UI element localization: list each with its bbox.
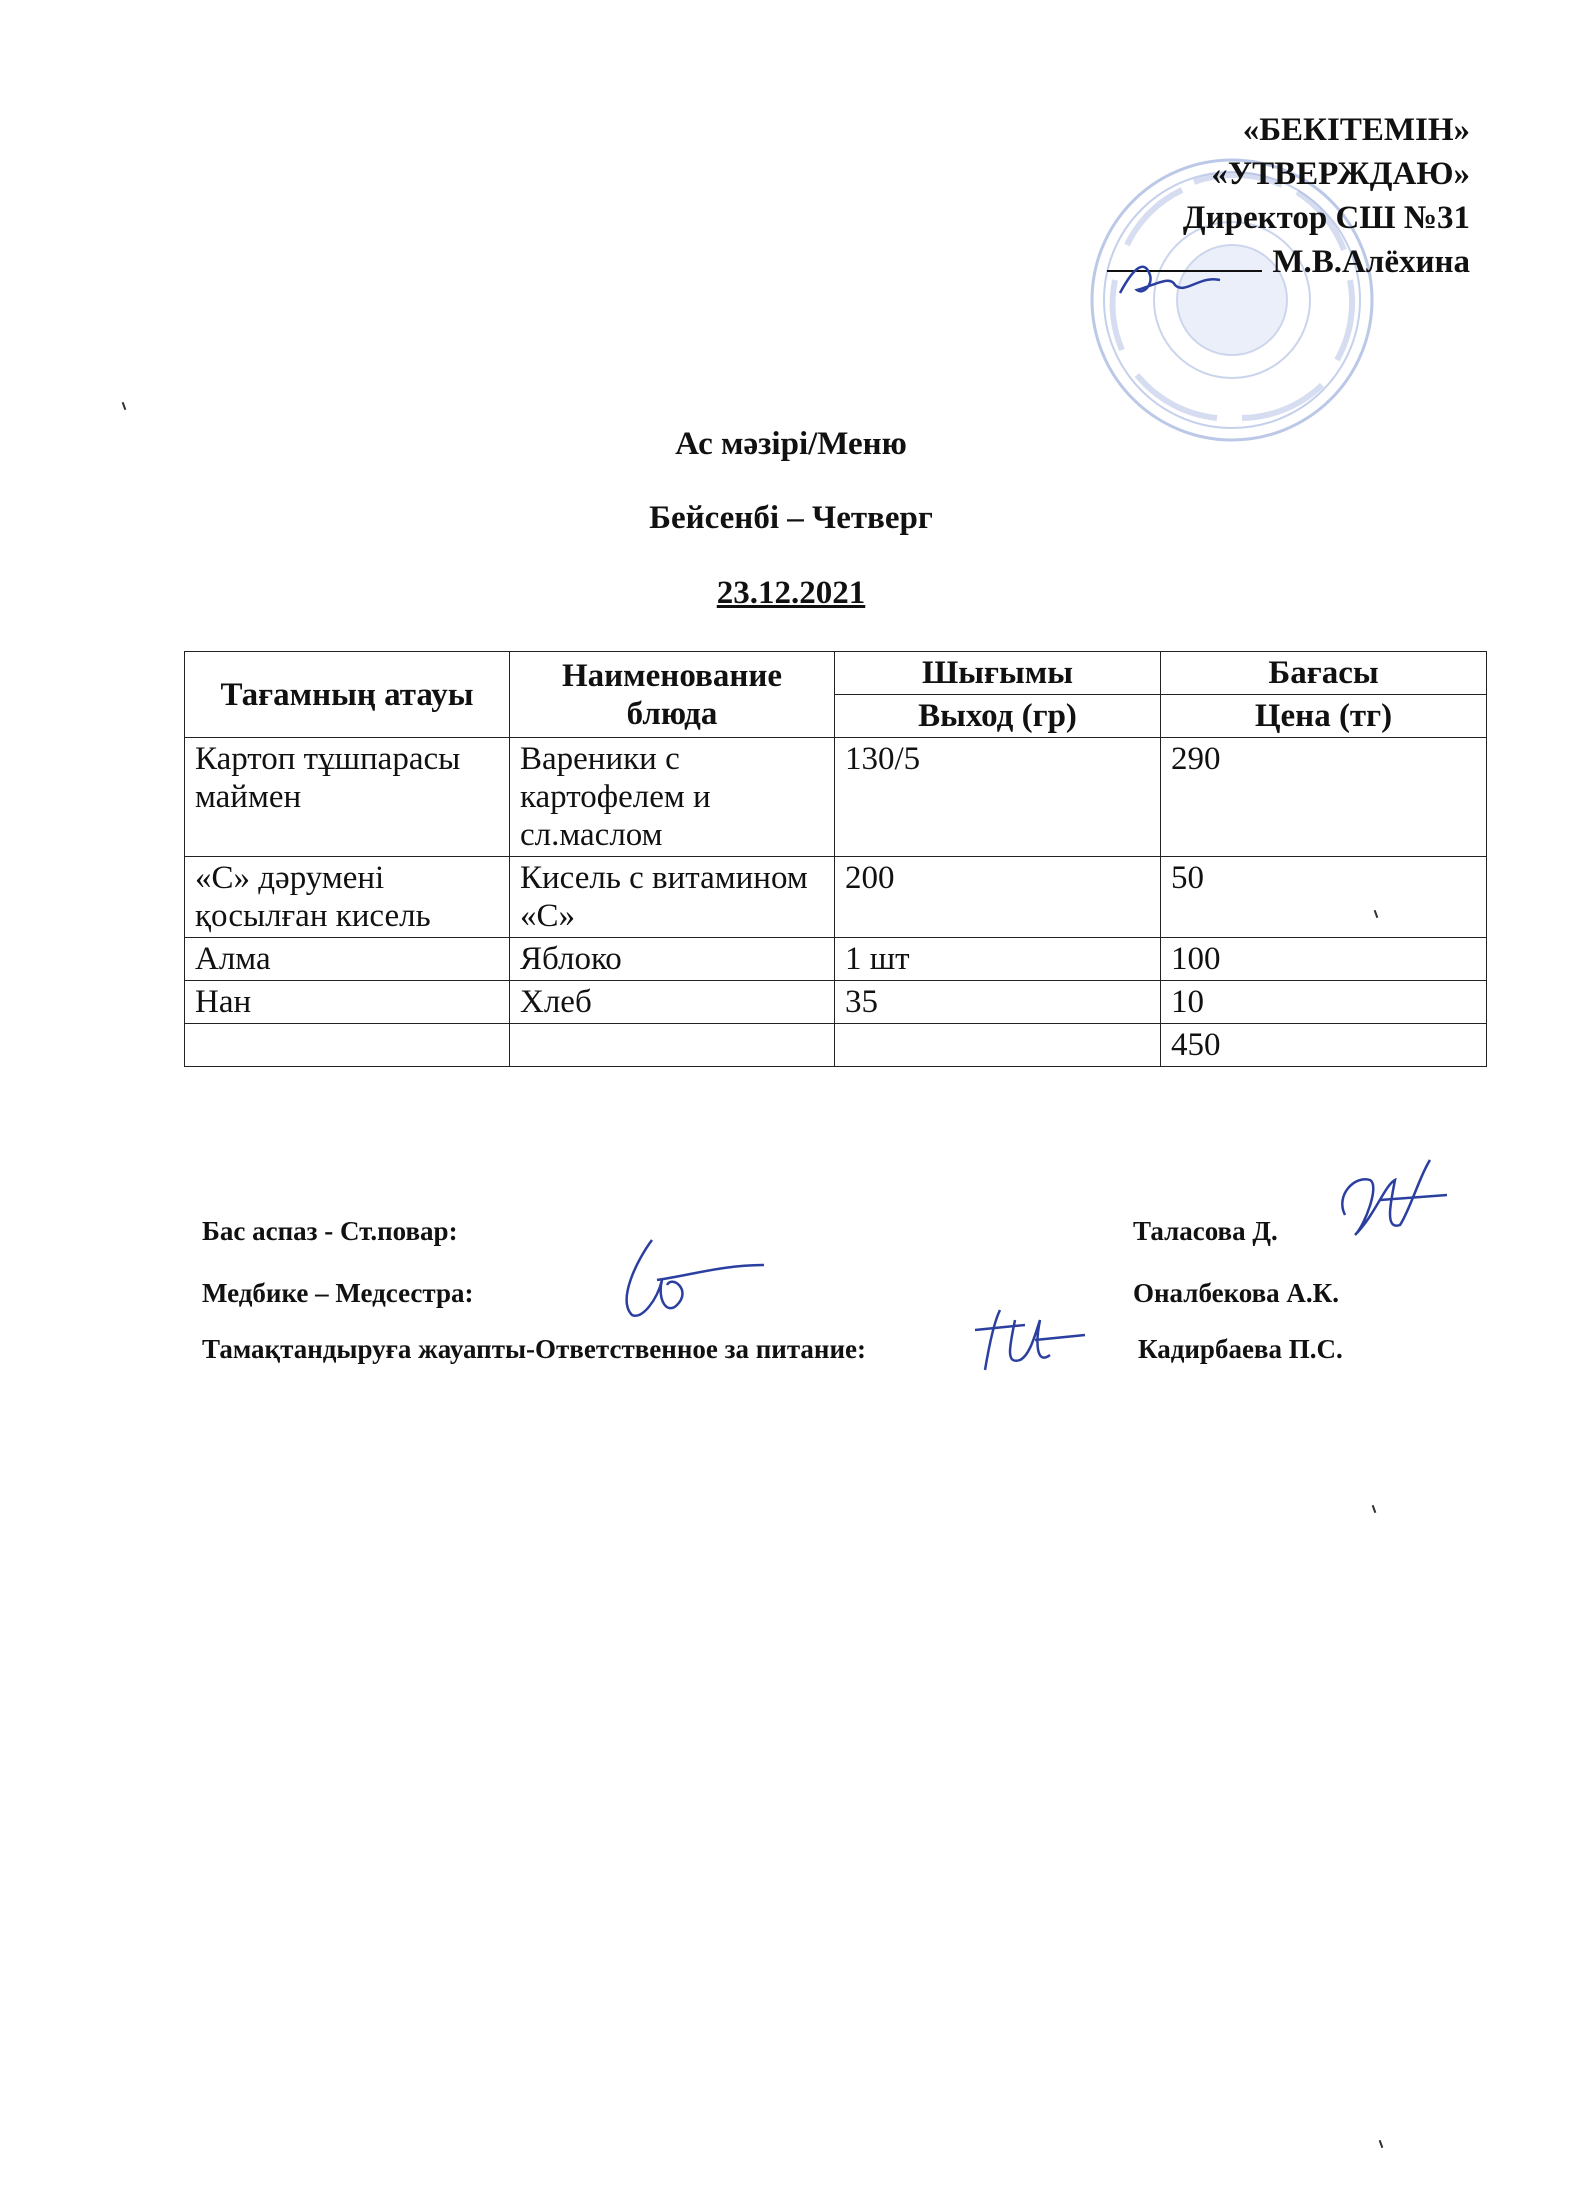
dish-price: 10: [1161, 981, 1487, 1024]
table-row: [185, 857, 1487, 938]
dish-price: 50: [1161, 857, 1487, 938]
header-ru-name: Наименование блюда: [510, 652, 835, 738]
menu-date: 23.12.2021: [716, 575, 866, 611]
dish-yield: 130/5: [835, 738, 1161, 857]
scan-speck: [122, 402, 127, 410]
total-price: 450: [1161, 1024, 1487, 1067]
responsible-signature-icon: [965, 1300, 1090, 1380]
director-name: М.В.Алёхина: [1272, 244, 1470, 280]
director-title: Директор СШ №31: [1182, 200, 1470, 236]
table-row: [185, 938, 1487, 981]
director-signature-line: [990, 240, 1470, 284]
dish-kz: Картоп тұшпарасы маймен: [185, 738, 510, 857]
nurse-name: Оналбекова А.К.: [1133, 1278, 1340, 1308]
dish-ru: Кисель с витамином «С»: [510, 857, 835, 938]
dish-yield: 1 шт: [835, 938, 1161, 981]
dish-price: 290: [1161, 738, 1487, 857]
menu-day: Бейсенбі – Четверг: [649, 500, 933, 536]
director-signature-icon: [1115, 255, 1225, 305]
menu-table: [184, 651, 1487, 1067]
table-row: [185, 981, 1487, 1024]
table-row: [185, 738, 1487, 857]
chef-role: Бас аспаз - Ст.повар:: [202, 1216, 458, 1246]
dish-yield: 35: [835, 981, 1161, 1024]
dish-price: 100: [1161, 938, 1487, 981]
empty-cell: [835, 1024, 1161, 1067]
responsible-name: Кадирбаева П.С.: [1138, 1334, 1343, 1364]
scan-speck: [1379, 2140, 1384, 2148]
dish-yield: 200: [835, 857, 1161, 938]
header-kz-name: Тағамның атауы: [185, 652, 510, 738]
nurse-role: Медбике – Медсестра:: [202, 1278, 474, 1308]
approval-ru: «УТВЕРЖДАЮ»: [1211, 156, 1470, 192]
chef-signature-icon: [1325, 1155, 1450, 1250]
dish-ru: Яблоко: [510, 938, 835, 981]
approval-block: [990, 108, 1470, 284]
scan-speck: [1372, 1505, 1377, 1513]
total-row: [185, 1024, 1487, 1067]
dish-ru: Вареники с картофелем и сл.маслом: [510, 738, 835, 857]
header-yield-kz: Шығымы: [835, 652, 1161, 695]
chef-name: Таласова Д.: [1133, 1216, 1278, 1246]
header-yield-ru: Выход (гр): [835, 695, 1161, 738]
empty-cell: [185, 1024, 510, 1067]
dish-kz: Нан: [185, 981, 510, 1024]
dish-kz: Алма: [185, 938, 510, 981]
dish-ru: Хлеб: [510, 981, 835, 1024]
header-price-ru: Цена (тг): [1161, 695, 1487, 738]
nurse-signature-icon: [612, 1230, 767, 1325]
approval-kz: «БЕКІТЕМІН»: [1242, 112, 1470, 148]
dish-kz: «С» дәрумені қосылған кисель: [185, 857, 510, 938]
header-price-kz: Бағасы: [1161, 652, 1487, 695]
responsible-role: Тамақтандыруға жауапты-Ответственное за питание:: [202, 1334, 867, 1364]
menu-title: Ас мәзірі/Меню: [675, 426, 907, 462]
empty-cell: [510, 1024, 835, 1067]
